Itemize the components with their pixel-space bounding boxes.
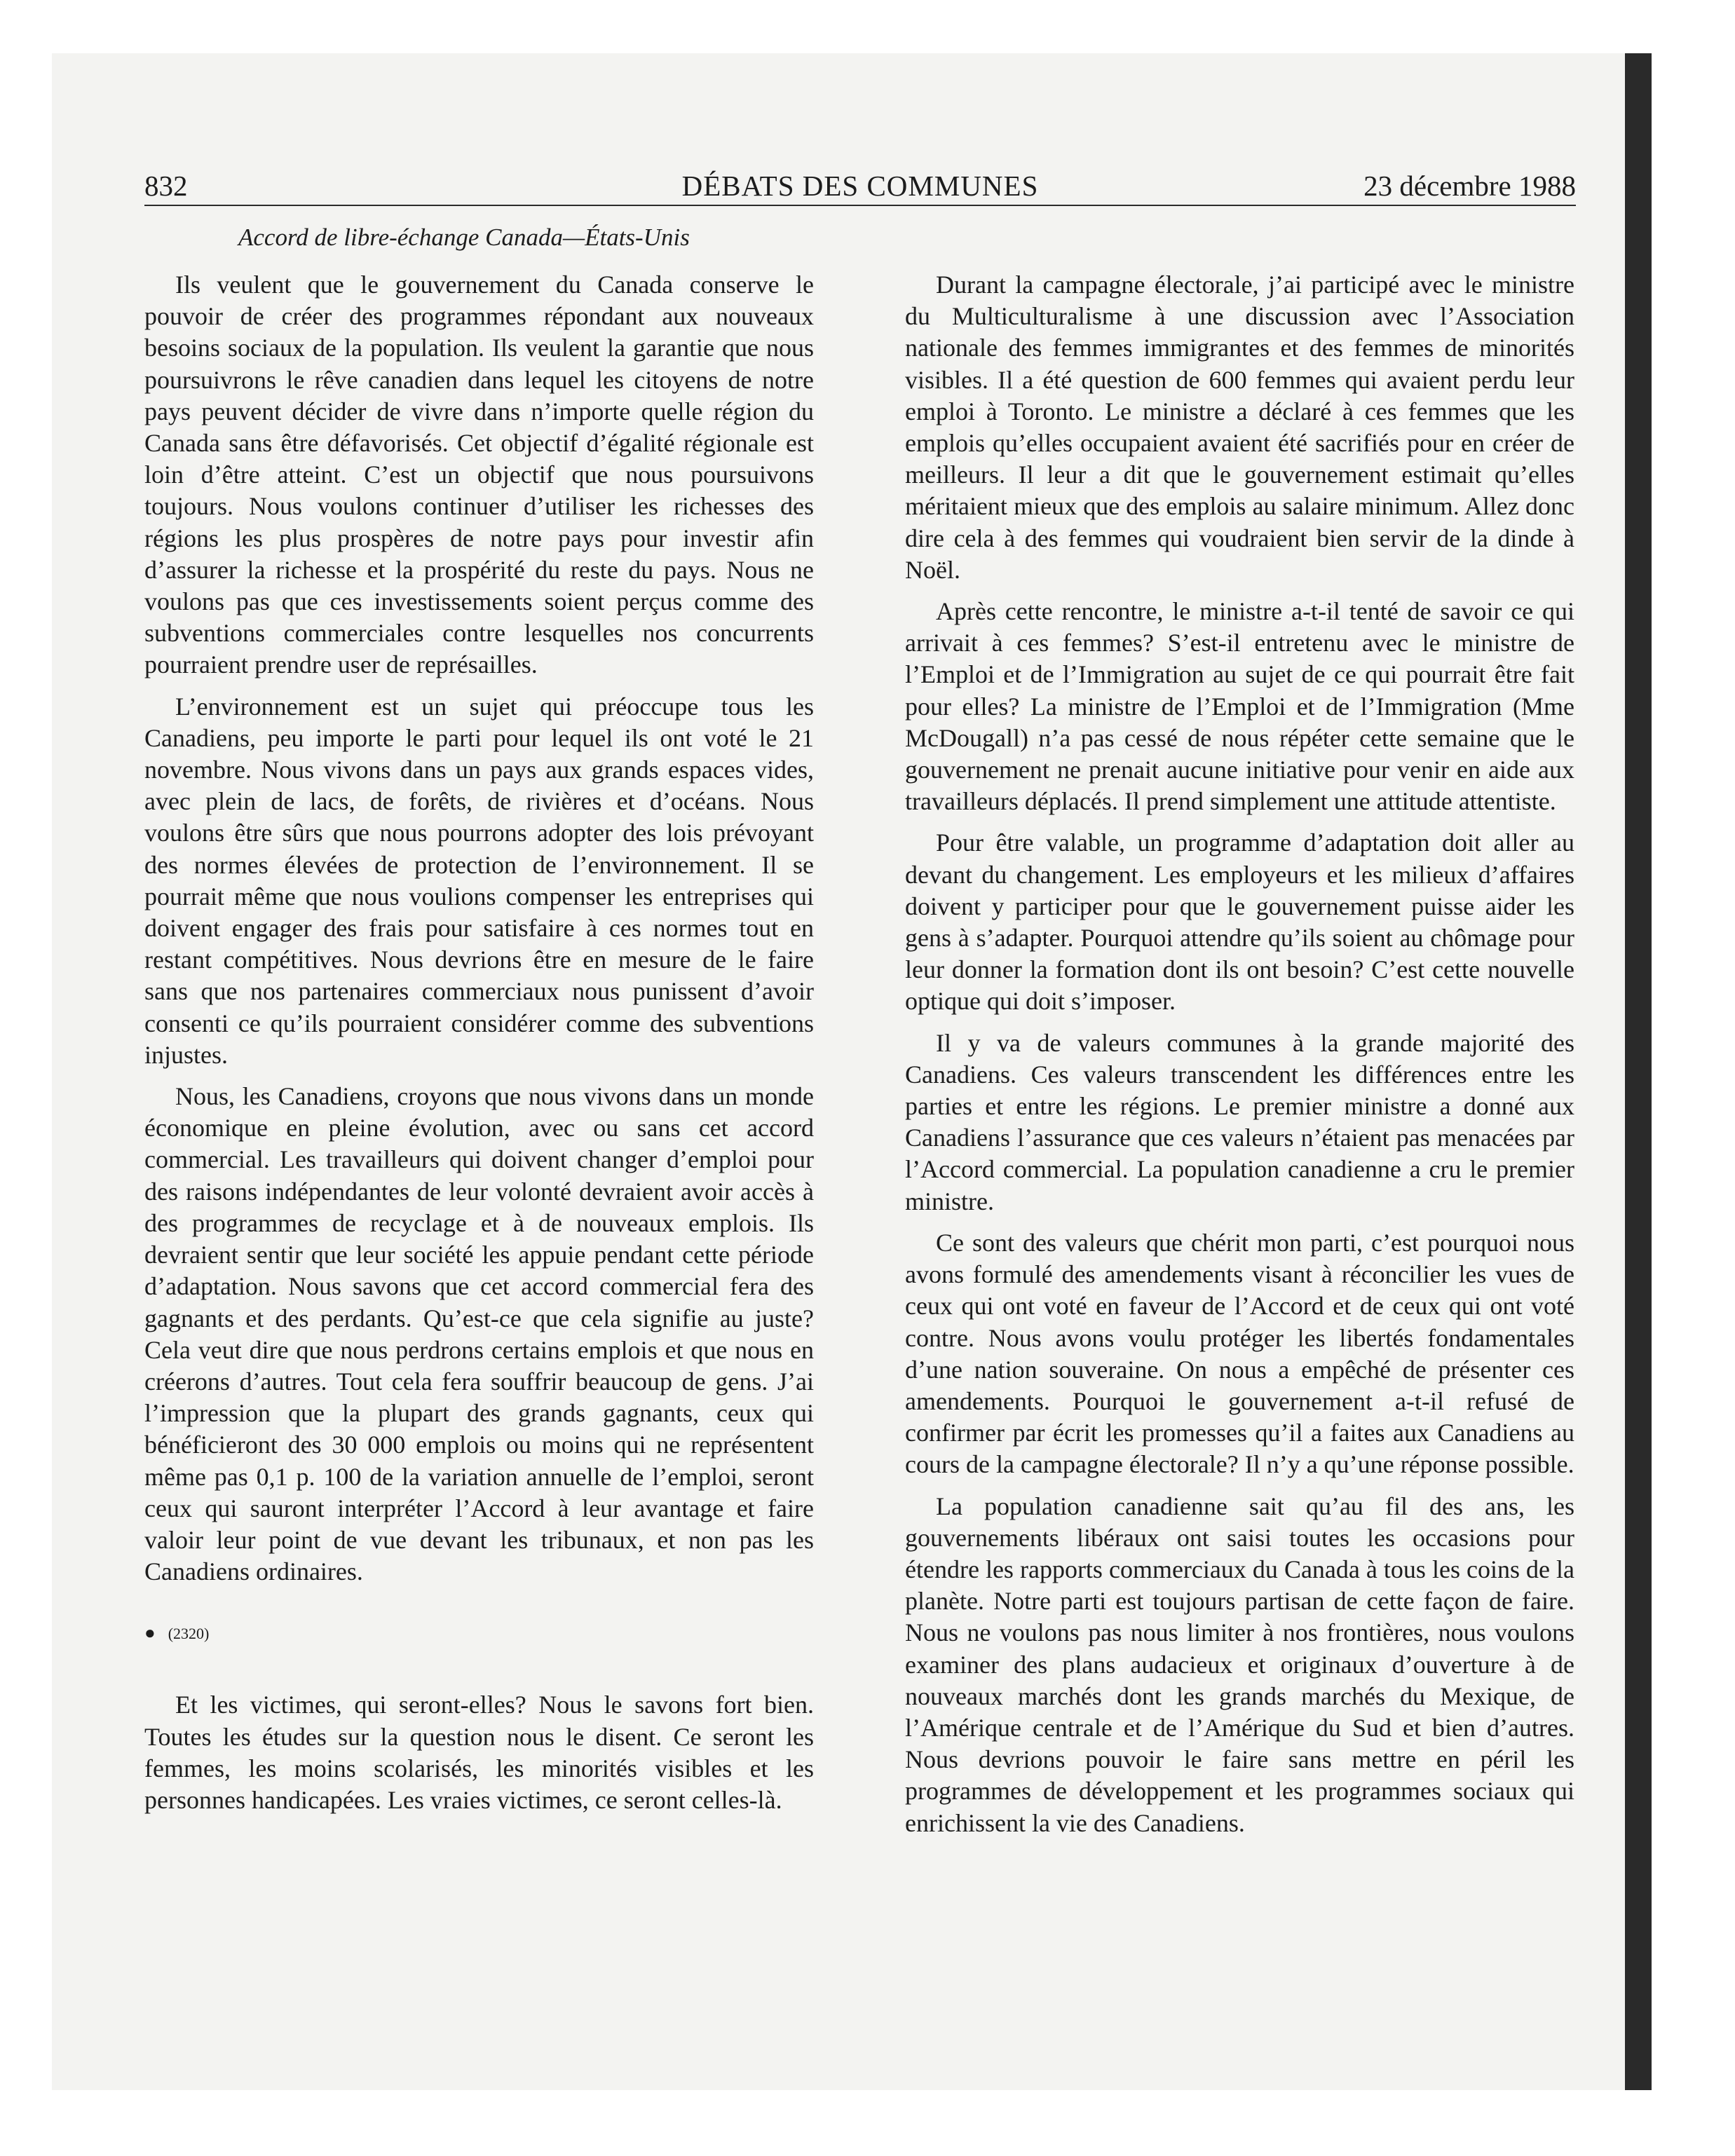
paragraph: Pour être valable, un programme d’adaptation doit aller au devant du changement. Les employeurs et les milieux d’affaires doivent y participer pour que le gouvernement puisse aider les gens à s’adapter. Pourquoi attendre qu’ils soient au chômage pour leur donner la formation dont ils ont besoin? C’est cette nouvelle optique qui doit s’imposer. <box>905 828 1574 1016</box>
scan-edge-bar <box>1625 53 1652 2090</box>
paragraph: La population canadienne sait qu’au fil des ans, les gouvernements libéraux ont saisi toutes les occasions pour étendre les rapports commerciaux du Canada à tous les coins de la planète. Notre parti est toujours partisan de cette façon de faire. Nous ne voulons pas nous limiter à nos frontières, nous voulons examiner des plans audacieux et originaux d’ouverture à de nouveaux marchés dont les grands marchés du Mexique, de l’Amérique centrale et de l’Amérique du Sud et bien d’autres. Nous devrions pouvoir le faire sans mettre en péril les programmes de développement et les programmes sociaux qui enrichissent la vie des Canadiens. <box>905 1492 1574 1837</box>
time-marker <box>144 1623 814 1644</box>
bullet-icon: ● <box>144 1623 156 1644</box>
page-number: 832 <box>144 170 188 202</box>
left-column <box>144 269 814 1826</box>
paragraph: Ce sont des valeurs que chérit mon parti, c’est pourquoi nous avons formulé des amendements visant à réconcilier les vues de ceux qui ont voté en faveur de l’Accord et de ceux qui ont voté contre. Nous avons voulu protéger les libertés fondamentales d’une nation souveraine. On nous a empêché de présenter ces amendements. Pourquoi le gouvernement a-t-il refusé de confirmer par écrit les promesses qu’il a faites aux Canadiens au cours de la campagne électorale? Il n’y a qu’une réponse possible. <box>905 1228 1574 1479</box>
paragraph: Nous, les Canadiens, croyons que nous vivons dans un monde économique en pleine évolution, avec ou sans cet accord commercial. Les travailleurs qui doivent changer d’emploi pour des raisons indépendantes de leur volonté devraient avoir accès à des programmes de recyclage et à de nouveaux emplois. Ils devraient sentir que leur société les appuie pendant cette période d’adaptation. Nous savons que cet accord commercial fera des gagnants et des perdants. Qu’est-ce que cela signifie au juste? Cela veut dire que nous perdrons certains emplois et que nous en créerons d’autres. Tout cela fera souffrir beaucoup de gens. J’ai l’impression que la plupart des grands gagnants, ceux qui bénéficieront des 30 000 emplois ou moins qui ne représentent même pas 0,1 p. 100 de la variation annuelle de l’emploi, seront ceux qui sauront interpréter l’Accord à leur avantage et faire valoir leur point de vue devant les tribunaux, et non pas les Canadiens ordinaires. <box>144 1082 814 1586</box>
header-rule <box>144 205 1576 206</box>
paragraph: Et les victimes, qui seront-elles? Nous le savons fort bien. Toutes les études sur la question nous le disent. Ce seront les femmes, les moins scolarisés, les minorités visibles et les personnes handicapées. Les vraies victimes, ce seront celles-là. <box>144 1691 814 1814</box>
paragraph: L’environnement est un sujet qui préoccupe tous les Canadiens, peu importe le parti pour lequel ils ont voté le 21 novembre. Nous vivons dans un pays aux grands espaces vides, avec plein de lacs, de forêts, de rivières et d’océans. Nous voulons être sûrs que nous pourrons adopter des lois prévoyant des normes élevées de protection de l’environnement. Il se pourrait même que nous voulions compenser les entreprises qui doivent engager des frais pour satisfaire à ces normes tout en restant compétitives. Nous devrions être en mesure de le faire sans que nos partenaires commerciaux nous punissent d’avoir consenti ce qu’ils pourraient considérer comme des subventions injustes. <box>144 692 814 1069</box>
time-marker-label: (2320) <box>168 1625 210 1643</box>
section-subtitle: Accord de libre-échange Canada—États-Unis <box>238 224 690 251</box>
publication-title: DÉBATS DES COMMUNES <box>681 170 1039 202</box>
paragraph: Il y va de valeurs communes à la grande majorité des Canadiens. Ces valeurs transcendent les différences entre les parties et entre les régions. Le premier ministre a donné aux Canadiens l’assurance que ces valeurs n’étaient pas menacées par l’Accord commercial. La population canadienne a cru le premier ministre. <box>905 1028 1574 1215</box>
paragraph: Après cette rencontre, le ministre a-t-il tenté de savoir ce qui arrivait à ces femmes? S’est-il entretenu avec le ministre de l’Emploi et de l’Immigration au sujet de ce qui pourrait être fait pour elles? La ministre de l’Emploi et de l’Immigration (Mme McDougall) n’a pas cessé de nous répéter cette semaine que le gouvernement ne prenait aucune initiative pour venir en aide aux travailleurs déplacés. Il prend simplement une attitude attentiste. <box>905 597 1574 816</box>
page-header <box>144 168 1576 203</box>
right-column <box>905 269 1574 1849</box>
paragraph: Durant la campagne électorale, j’ai participé avec le ministre du Multiculturalisme à une discussion avec l’Association nationale des femmes immigrantes et des femmes de minorités visibles. Il a été question de 600 femmes qui avaient perdu leur emploi à Toronto. Le ministre a déclaré à ces femmes que les emplois qu’elles occupaient avaient été sacrifiés pour en créer de meilleurs. Il leur a dit que le gouvernement estimait qu’elles méritaient mieux que des emplois au salaire minimum. Allez donc dire cela à des femmes qui voudraient bien servir de la dinde à Noël. <box>905 271 1574 584</box>
paragraph: Ils veulent que le gouvernement du Canada conserve le pouvoir de créer des programmes répondant aux nouveaux besoins sociaux de la population. Ils veulent la garantie que nous poursuivrons le rêve canadien dans lequel les citoyens de notre pays peuvent décider de vivre dans n’importe quelle région du Canada sans être défavorisés. Cet objectif d’égalité régionale est loin d’être atteint. C’est un objectif que nous poursuivons toujours. Nous voulons continuer d’utiliser les richesses des régions les plus prospères de notre pays pour investir afin d’assurer la richesse et la prospérité du reste du pays. Nous ne voulons pas que ces investissements soient perçus comme des subventions commerciales contre lesquelles nos concurrents pourraient prendre user de représailles. <box>144 271 814 679</box>
page-date: 23 décembre 1988 <box>1363 170 1576 202</box>
